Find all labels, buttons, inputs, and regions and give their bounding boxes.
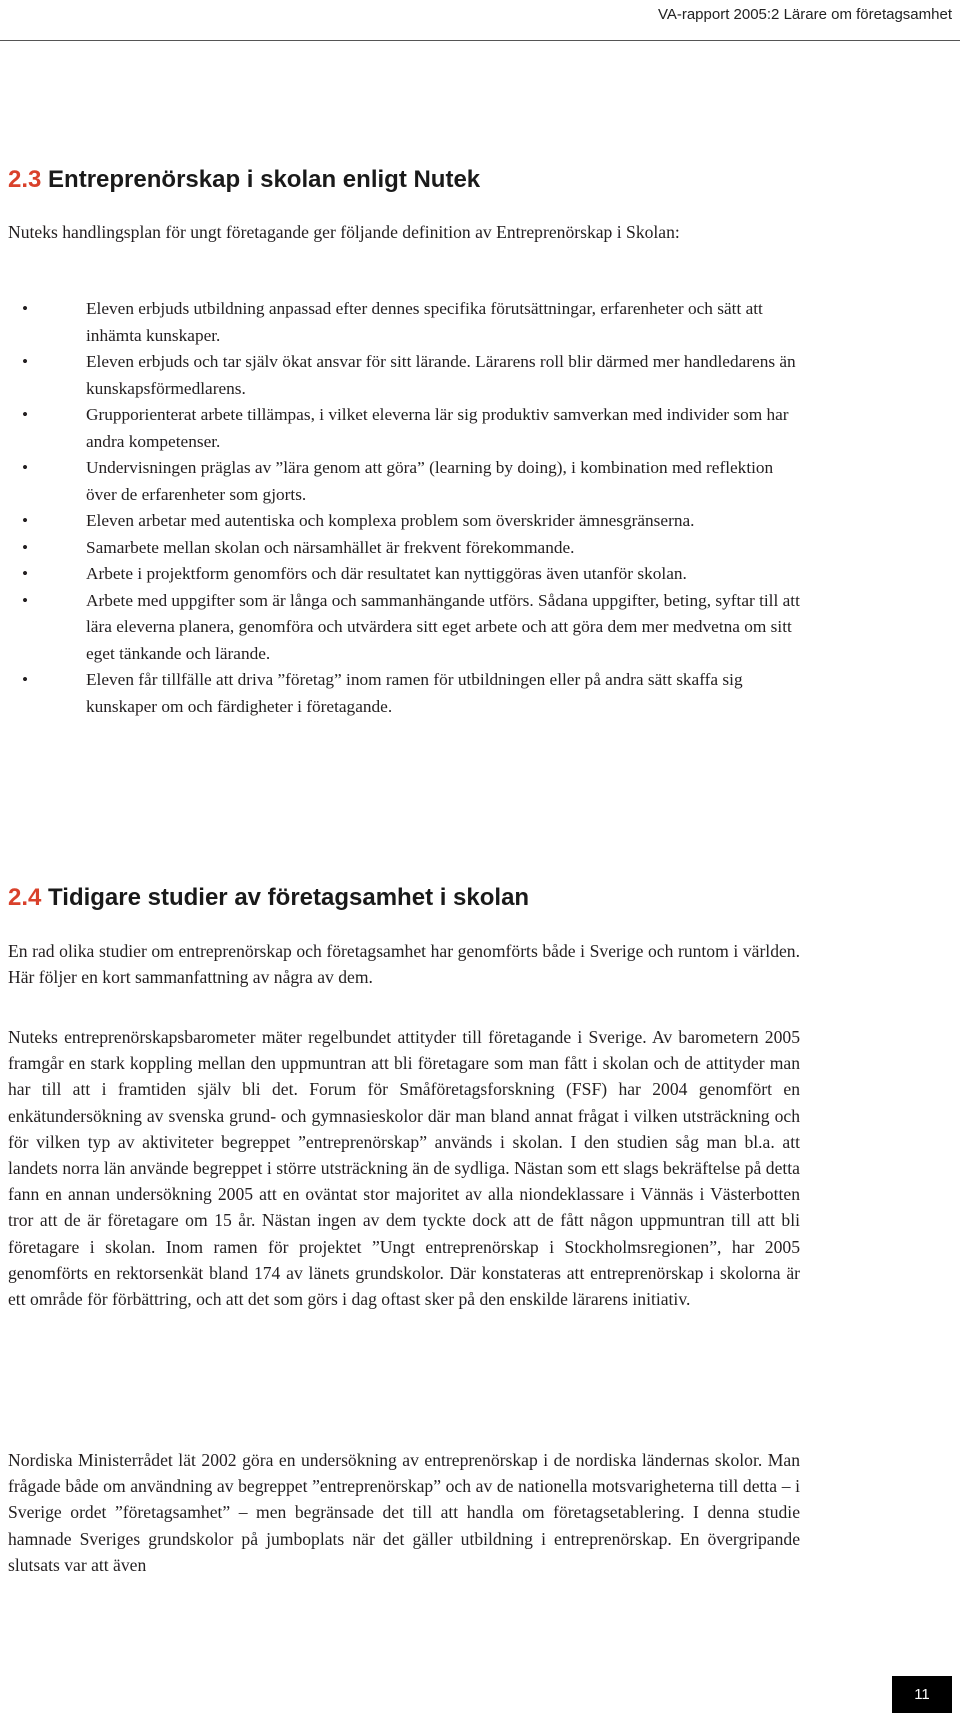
- body-paragraph: Nuteks entreprenörskapsbarometer mäter regelbundet attityder till företagande i Sverige. Av barometern 2005 framgår en stark koppling mellan den uppmuntran att bli företagare som man fått i skolan och de attityder man har till att i framtiden själv bli det. Forum för Småföretagsforskning (FSF) har 2004 genomfört en enkätundersökning av svenska grund- och gymnasieskolor där man bland annat frågat i vilken utsträckning och för vilken typ av aktiviteter begreppet ”entreprenörskap” används i skolan. I den studien såg man bl.a. att landets norra län använde begreppet i större utsträckning än de sydliga. Nästan som ett slags bekräftelse på detta fann en annan undersökning 2005 att en oväntat stor majoritet av alla niondeklassare i Vännäs i Västerbotten tror att de är företagare om 15 år. Nästan ingen av dem tyckte dock att de fått någon uppmuntran till att bli företagare i skolan. Inom ramen för projektet ”Ungt entreprenörskap i Stockholmsregionen”, har 2005 genomförts en rektorsenkät bland 174 av länets grundskolor. Där konstateras att entreprenörskap i skolorna är ett område för förbättring, och att det som görs i dag oftast sker på den enskilde lärarens initiativ.: [8, 1027, 800, 1310]
- section-title: Tidigare studier av företagsamhet i skolan: [48, 884, 530, 911]
- section-heading-2-3: [8, 166, 480, 194]
- list-item: • Undervisningen präglas av ”lära genom att göra” (learning by doing), i kombination med reflektion över de erfarenheter som gjorts.: [0, 455, 800, 508]
- list-item: • Arbete i projektform genomförs och där resultatet kan nyttiggöras även utanför skolan.: [0, 561, 800, 588]
- section-heading-2-4: [8, 884, 529, 912]
- list-item: • Eleven erbjuds och tar själv ökat ansvar för sitt lärande. Lärarens roll blir därmed mer handledarens än kunskapsförmedlarens.: [0, 349, 800, 402]
- running-header: [0, 0, 960, 41]
- section-number: 2.4: [8, 884, 42, 911]
- body-paragraph: En rad olika studier om entreprenörskap och företagsamhet har genomförts både i Sverige och runtom i världen. Här följer en kort sammanfattning av några av dem.: [8, 941, 800, 988]
- section-intro-paragraph: Nuteks handlingsplan för ungt företagande ger följande definition av Entreprenörskap i Skolan:: [8, 222, 680, 242]
- running-header-title: VA-rapport 2005:2 Lärare om företagsamhet: [657, 6, 952, 23]
- section-number: 2.3: [8, 166, 42, 193]
- list-item: • Samarbete mellan skolan och närsamhället är frekvent förekommande.: [0, 535, 800, 562]
- section-title: Entreprenörskap i skolan enligt Nutek: [48, 166, 481, 193]
- definition-bullet-list: [0, 296, 800, 720]
- list-item: • Grupporienterat arbete tillämpas, i vilket eleverna lär sig produktiv samverkan med individer som har andra kompetenser.: [0, 402, 800, 455]
- body-paragraph: Nordiska Ministerrådet lät 2002 göra en undersökning av entreprenörskap i de nordiska ländernas skolor. Man frågade både om användning av begreppet ”entreprenörskap” och av de nationella motsvarigheterna till detta – i Sverige ordet ”företagsamhet” – men begränsade det till att handla om företagsetablering. I denna studie hamnade Sveriges grundskolor på jumboplats när det gäller utbildning i entreprenörskap. En övergripande slutsats var att även: [8, 1450, 800, 1575]
- list-item: • Eleven arbetar med autentiska och komplexa problem som överskrider ämnesgränserna.: [0, 508, 800, 535]
- list-item: • Eleven erbjuds utbildning anpassad efter dennes specifika förutsättningar, erfarenheter och sätt att inhämta kunskaper.: [0, 296, 800, 349]
- list-item: • Eleven får tillfälle att driva ”företag” inom ramen för utbildningen eller på andra sätt skaffa sig kunskaper om och färdigheter i företagande.: [0, 667, 800, 720]
- page-number: 11: [892, 1676, 952, 1713]
- list-item: • Arbete med uppgifter som är långa och sammanhängande utförs. Sådana uppgifter, beting, syftar till att lära eleverna planera, genomföra och utvärdera sitt eget arbete och att göra dem mer medvetna om sitt eget tänkande och lärande.: [0, 588, 800, 668]
